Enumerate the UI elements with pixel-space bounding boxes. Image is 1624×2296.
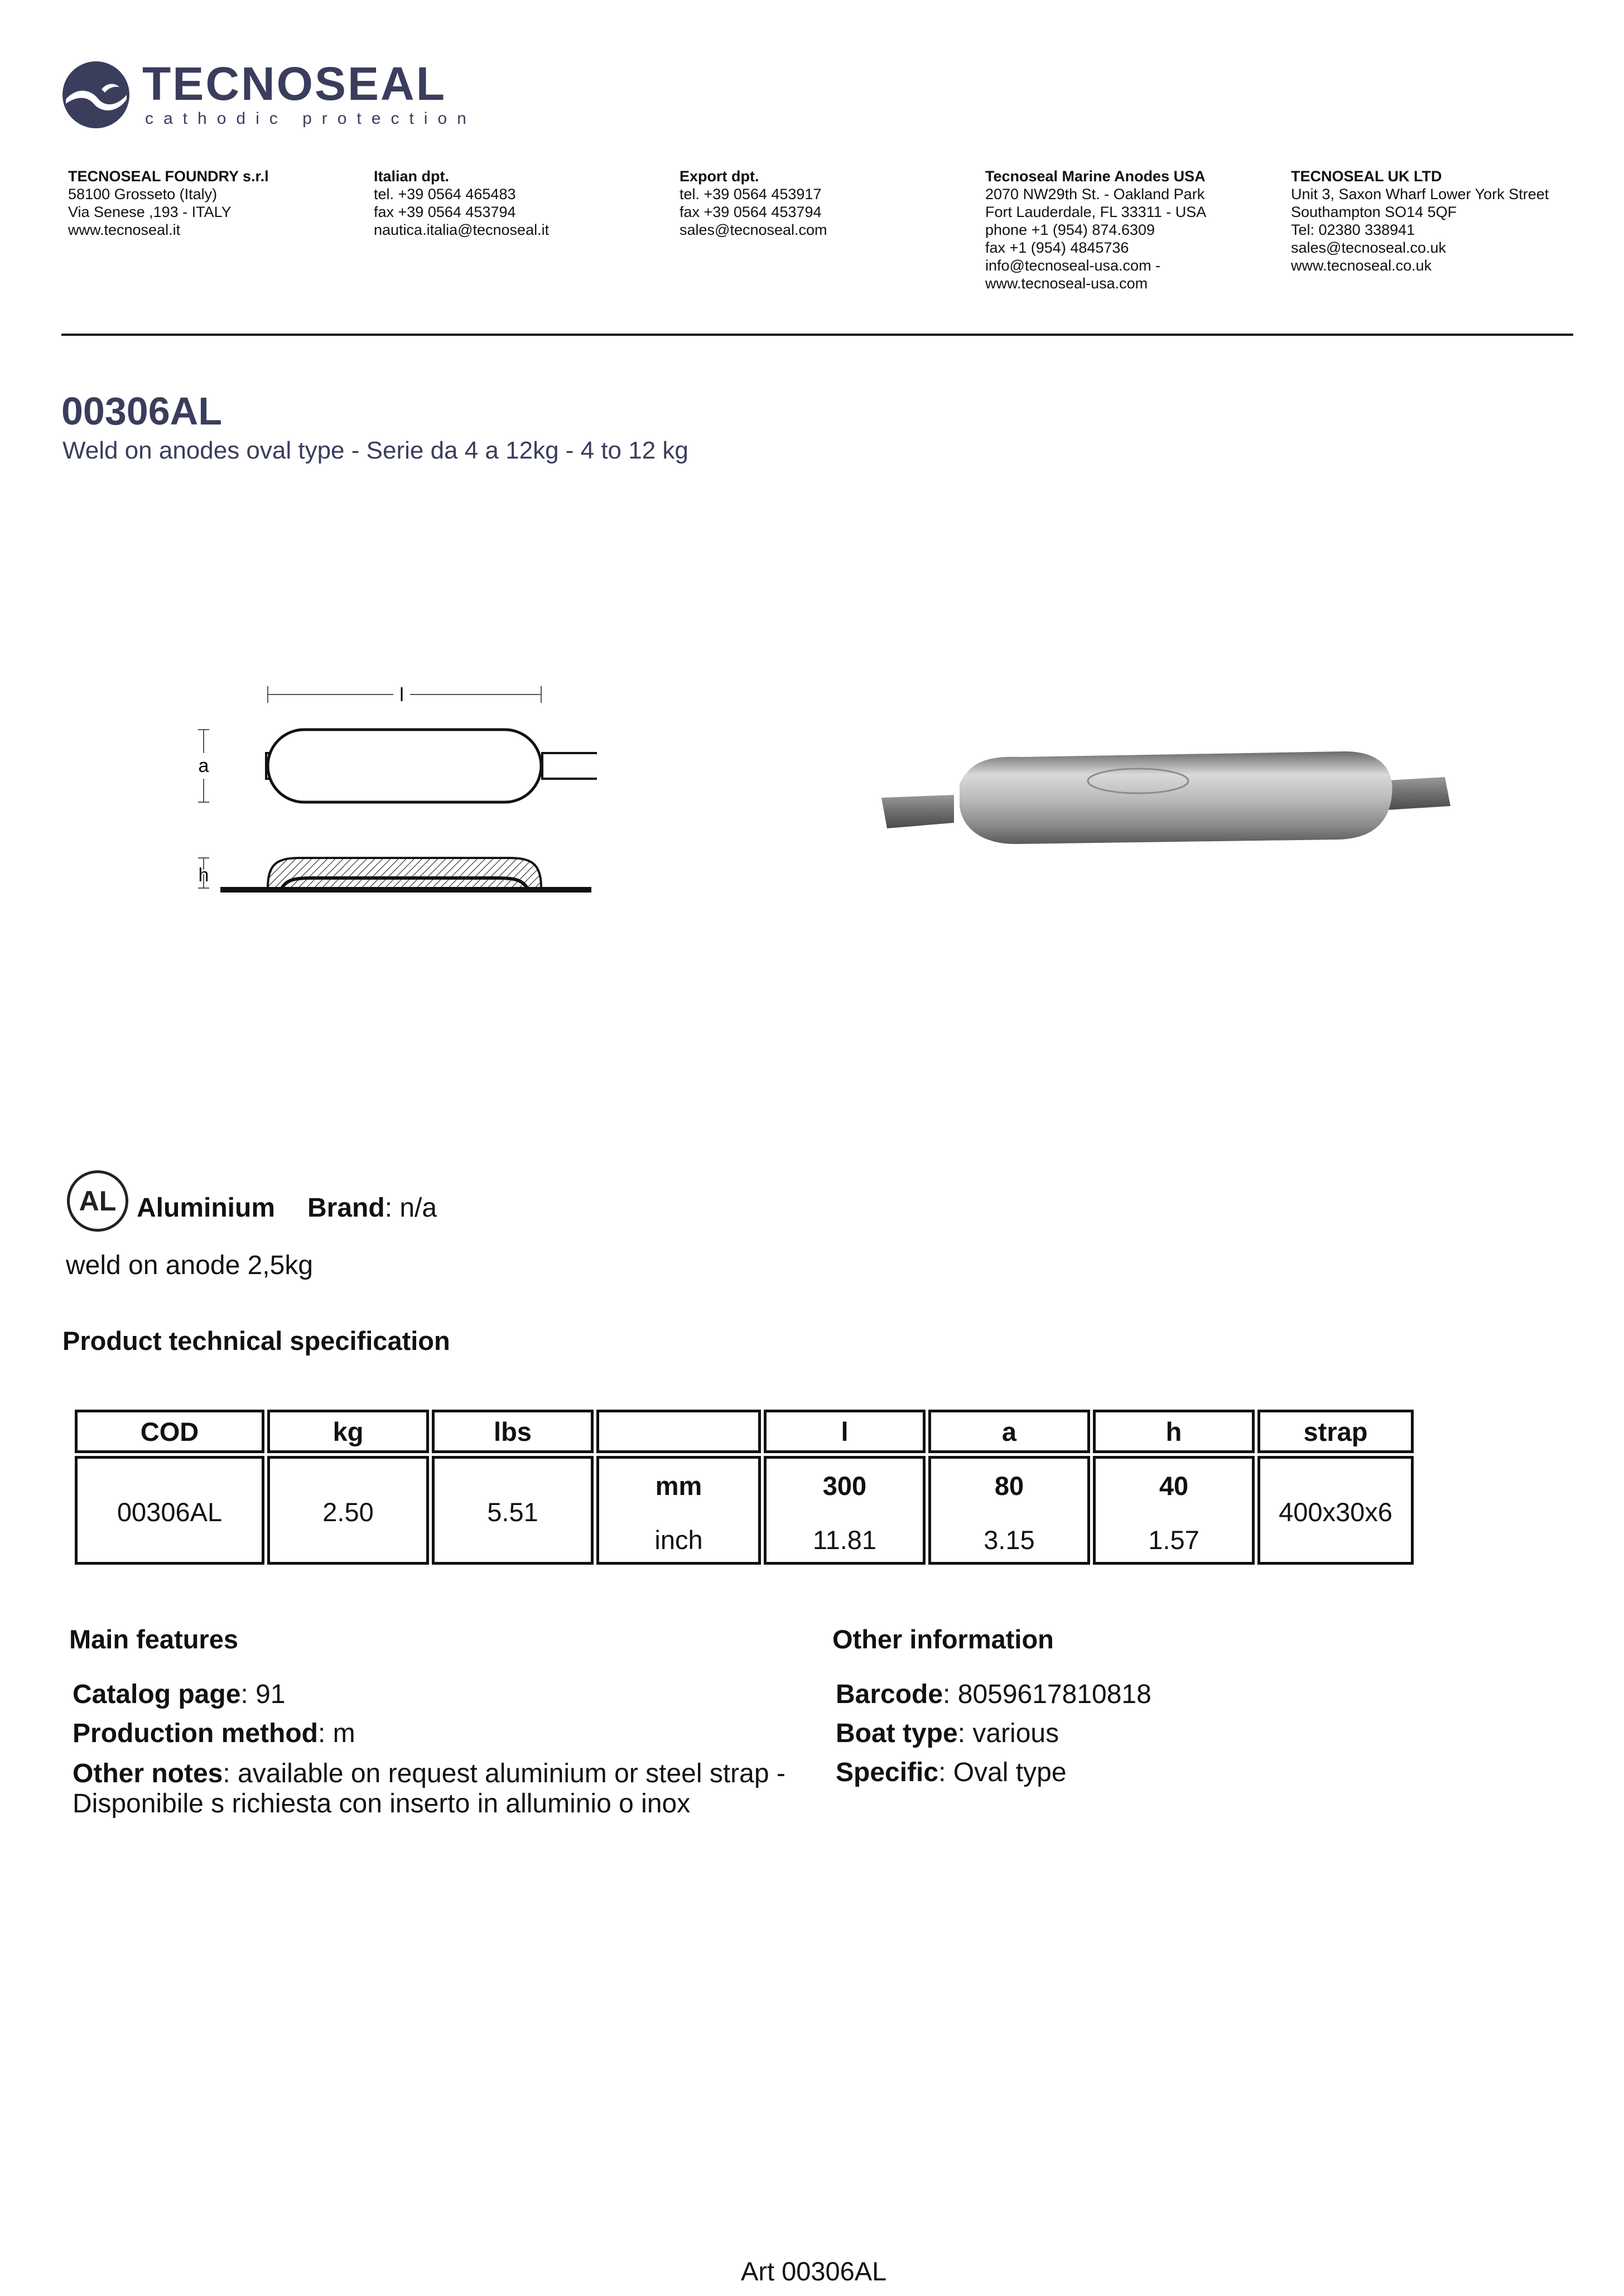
spec-l-inch: 11.81 xyxy=(812,1525,877,1555)
spec-unit-inch: inch xyxy=(654,1525,703,1555)
brand-label: Brand xyxy=(307,1193,385,1223)
other-notes-continuation: Disponibile s richiesta con inserto in alluminio o inox xyxy=(73,1789,691,1819)
spec-kg-value: 2.50 xyxy=(322,1497,374,1527)
page-footer: Art 00306AL xyxy=(741,2256,887,2286)
spec-cell-lbs xyxy=(432,1456,594,1565)
contact-line: tel. +39 0564 453917 xyxy=(680,186,822,202)
contact-line: fax +39 0564 453794 xyxy=(374,204,516,220)
contact-title: TECNOSEAL UK LTD xyxy=(1291,168,1442,185)
catalog-value: : 91 xyxy=(240,1680,286,1709)
specific-value: : Oval type xyxy=(938,1758,1067,1787)
catalog-page-row xyxy=(73,1675,786,1714)
contact-italian-dpt xyxy=(374,167,675,239)
specific-row xyxy=(836,1753,1151,1792)
spec-header-h: h xyxy=(1093,1410,1255,1453)
contact-export-dpt xyxy=(680,167,981,239)
contact-line: Unit 3, Saxon Wharf Lower York Street xyxy=(1291,186,1549,202)
spec-header-l: l xyxy=(764,1410,926,1453)
production-method-row xyxy=(73,1714,786,1753)
spec-cell-l xyxy=(764,1456,926,1565)
spec-cod-value: 00306AL xyxy=(117,1497,223,1527)
spec-table xyxy=(75,1410,1414,1565)
spec-cell-a xyxy=(928,1456,1090,1565)
contact-line: Via Senese ,193 - ITALY xyxy=(68,204,232,220)
spec-header-cod: COD xyxy=(75,1410,264,1453)
barcode-value: : 8059617810818 xyxy=(943,1680,1151,1709)
brand-tagline: cathodic protection xyxy=(145,109,476,128)
contact-title: Italian dpt. xyxy=(374,168,449,185)
technical-drawing xyxy=(190,681,597,904)
contact-email[interactable]: info@tecnoseal-usa.com - xyxy=(985,257,1161,274)
contact-usa xyxy=(985,167,1286,292)
material-name: Aluminium xyxy=(137,1193,275,1223)
contact-title: TECNOSEAL FOUNDRY s.r.l xyxy=(68,168,269,185)
aluminium-badge-icon: AL xyxy=(67,1170,128,1232)
spec-lbs-value: 5.51 xyxy=(487,1497,538,1527)
spec-unit-mm: mm xyxy=(655,1471,702,1501)
spec-header-kg: kg xyxy=(267,1410,429,1453)
contact-line: 58100 Grosseto (Italy) xyxy=(68,186,218,202)
spec-h-mm: 40 xyxy=(1159,1471,1189,1501)
spec-strap-value: 400x30x6 xyxy=(1279,1497,1392,1527)
contact-foundry xyxy=(68,167,369,239)
contact-email[interactable]: sales@tecnoseal.co.uk xyxy=(1291,239,1447,256)
contact-line: 2070 NW29th St. - Oakland Park xyxy=(985,186,1205,202)
spec-cell-cod xyxy=(75,1456,264,1565)
contact-link[interactable]: www.tecnoseal.co.uk xyxy=(1291,257,1432,274)
contact-link[interactable]: www.tecnoseal.it xyxy=(68,221,181,238)
contact-title: Export dpt. xyxy=(680,168,759,185)
boat-type-value: : various xyxy=(957,1719,1059,1748)
contact-line: phone +1 (954) 874.6309 xyxy=(985,221,1155,238)
brand-logo xyxy=(61,57,476,133)
brand-value: : n/a xyxy=(384,1193,437,1223)
dim-label-l: l xyxy=(399,684,404,706)
contact-line: fax +1 (954) 4845736 xyxy=(985,239,1129,256)
contact-uk xyxy=(1291,167,1592,274)
spec-header-strap: strap xyxy=(1257,1410,1414,1453)
spec-cell-h xyxy=(1093,1456,1255,1565)
header-divider xyxy=(61,334,1573,336)
brand-name: TECNOSEAL xyxy=(142,57,447,110)
main-features-list xyxy=(73,1675,786,1818)
notes-value: : available on request aluminium or steel strap - xyxy=(223,1759,786,1788)
production-label: Production method xyxy=(73,1719,318,1748)
contact-title: Tecnoseal Marine Anodes USA xyxy=(985,168,1206,185)
contact-line: Tel: 02380 338941 xyxy=(1291,221,1415,238)
catalog-label: Catalog page xyxy=(73,1680,241,1709)
production-value: : m xyxy=(317,1719,355,1748)
spec-h-inch: 1.57 xyxy=(1148,1525,1199,1555)
other-info-title: Other information xyxy=(832,1624,1054,1654)
specific-label: Specific xyxy=(836,1758,939,1787)
spec-header-a: a xyxy=(928,1410,1090,1453)
spec-a-mm: 80 xyxy=(994,1471,1024,1501)
spec-a-inch: 3.15 xyxy=(984,1525,1035,1555)
contact-email[interactable]: nautica.italia@tecnoseal.it xyxy=(374,221,550,238)
other-info-list xyxy=(836,1675,1151,1792)
spec-header-unit xyxy=(596,1410,761,1453)
spec-header-lbs: lbs xyxy=(432,1410,594,1453)
contact-link[interactable]: www.tecnoseal-usa.com xyxy=(985,275,1148,292)
anode-product-photo xyxy=(876,750,1462,845)
other-notes-row xyxy=(73,1758,786,1790)
spec-title: Product technical specification xyxy=(62,1326,450,1356)
barcode-row xyxy=(836,1675,1151,1714)
spec-cell-kg xyxy=(267,1456,429,1565)
boat-type-label: Boat type xyxy=(836,1719,958,1748)
product-description: weld on anode 2,5kg xyxy=(66,1251,314,1280)
contact-line: tel. +39 0564 465483 xyxy=(374,186,516,202)
barcode-label: Barcode xyxy=(836,1680,943,1709)
boat-type-row xyxy=(836,1714,1151,1753)
product-code: 00306AL xyxy=(61,389,222,433)
contact-line: fax +39 0564 453794 xyxy=(680,204,822,220)
spec-cell-units xyxy=(596,1456,761,1565)
contact-line: Fort Lauderdale, FL 33311 - USA xyxy=(985,204,1207,220)
contact-line: Southampton SO14 5QF xyxy=(1291,204,1457,220)
product-subtitle: Weld on anodes oval type - Serie da 4 a 12kg - 4 to 12 kg xyxy=(62,437,688,464)
wave-logo-icon xyxy=(61,60,131,130)
notes-label: Other notes xyxy=(73,1759,223,1788)
main-features-title: Main features xyxy=(69,1624,238,1654)
spec-l-mm: 300 xyxy=(822,1471,867,1501)
contact-email[interactable]: sales@tecnoseal.com xyxy=(680,221,827,238)
dim-label-a: a xyxy=(198,755,209,776)
dim-label-h: h xyxy=(198,865,209,886)
spec-cell-strap xyxy=(1257,1456,1414,1565)
material-line xyxy=(137,1195,437,1222)
